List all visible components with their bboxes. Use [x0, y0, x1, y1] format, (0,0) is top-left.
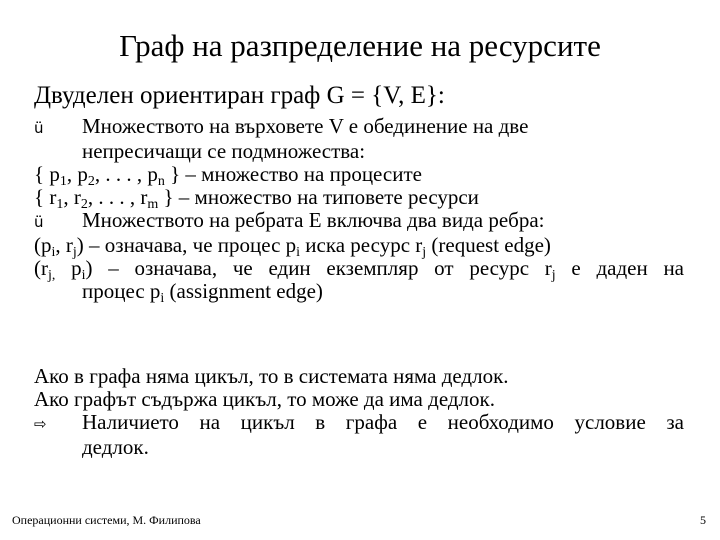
definitions-block	[34, 114, 684, 306]
conclusion-no-cycle: Ако в графа няма цикъл, то в системата няма дедлок.	[34, 364, 509, 388]
process-set: { $p_1$, $p_2$, . . . , $p_n$ } – множество на процесите	[34, 162, 422, 189]
request-edge: ($p_i$, $r_j$) – означава, че процес $p_i$ иска ресурс $r_j$ (request edge)	[34, 233, 551, 260]
page-title: Граф на разпределение на ресурсите	[119, 28, 601, 63]
assignment-edge: ($r_{j,}$ $p_i$) – означава, че един екземпляр от ресурс $r_j$ е даден на	[34, 256, 684, 283]
necessary-condition-line1: Наличието на цикъл в графа е необходимо условие за	[82, 410, 684, 434]
checkmark-icon: ü	[34, 119, 44, 137]
bullet-necessary-condition	[34, 411, 684, 436]
footer-author: Операционни системи, М. Филипова	[12, 513, 201, 527]
bullet-vertices-line1: Множеството на върховете V е обединение на две	[82, 114, 529, 138]
bullet-vertices-line2: непресичащи се подмножества:	[82, 139, 366, 163]
conclusions-block	[34, 365, 684, 459]
page-number: 5	[700, 513, 706, 527]
assignment-edge-line2: процес $p_i$ (assignment edge)	[82, 279, 323, 306]
conclusion-cycle: Ако графът съдържа цикъл, то може да има дедлок.	[34, 387, 495, 411]
resource-set: { $r_1$, $r_2$, . . . , $r_m$ } – множество на типовете ресурси	[34, 185, 479, 212]
bullet-edges	[34, 209, 684, 234]
necessary-condition-line2: дедлок.	[82, 435, 149, 459]
checkmark-icon: ü	[34, 213, 44, 231]
bullet-edges-text: Множеството на ребрата Е включва два вида ребра:	[82, 208, 545, 232]
arrow-right-icon: ⇨	[34, 415, 47, 433]
bullet-vertices	[34, 115, 684, 140]
subtitle: Двуделен ориентиран граф G = {V, E}:	[34, 82, 445, 109]
